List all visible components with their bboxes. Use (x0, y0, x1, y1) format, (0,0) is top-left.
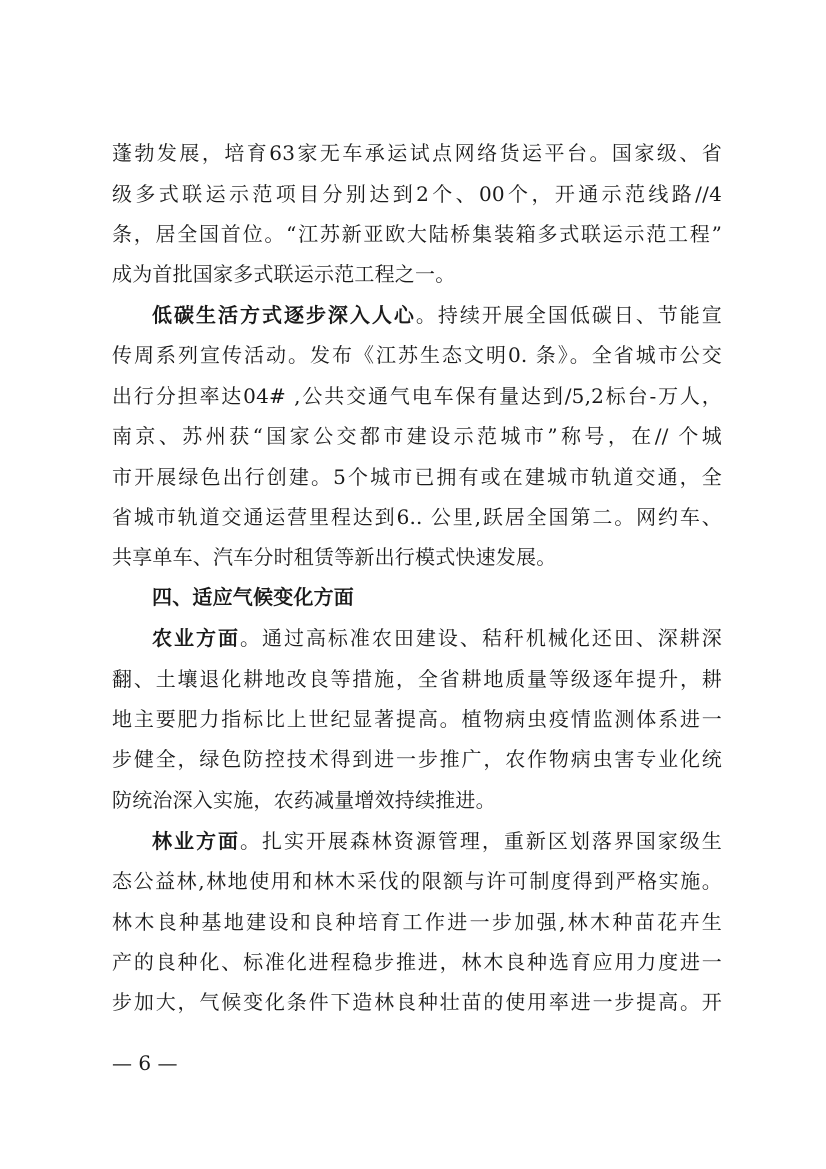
paragraph-text: 。持续开展全国低碳日、节能宣 (415, 303, 722, 327)
paragraph-line: 共享单车、汽车分时租赁等新出行模式快速发展。 (112, 545, 557, 569)
paragraph-line: 林木良种基地建设和良种培育工作进一步加强,林木种苗花卉生 (112, 910, 722, 934)
paragraph-line: 产的良种化、标准化进程稳步推进，林木良种选育应用力度进一 (112, 950, 722, 974)
paragraph-lead-heading: 农业方面 (152, 626, 240, 650)
paragraph-line: 省城市轨道交通运营里程达到6.. 公里,跃居全国第二。网约车、 (112, 505, 722, 529)
paragraph-text: 。通过高标准农田建设、秸秆机械化还田、深耕深 (239, 626, 722, 650)
paragraph-line: 级多式联运示范项目分别达到2个、00个，开通示范线路//4 (112, 182, 722, 206)
section-heading: 四、适应气候变化方面 (152, 585, 354, 609)
paragraph-line (152, 624, 722, 652)
paragraph-line: 翻、土壤退化耕地改良等措施，全省耕地质量等级逐年提升，耕 (112, 667, 722, 691)
page-number: — 6 — (112, 1051, 178, 1075)
paragraph-text: 。扎实开展森林资源管理，重新区划落界国家级生 (239, 829, 722, 853)
paragraph-line: 蓬勃发展，培育63家无车承运试点网络货运平台。国家级、省 (112, 141, 722, 165)
paragraph-line: 出行分担率达04# ,公共交通气电车保有量达到/5,2标台-万人， (112, 384, 722, 408)
paragraph-line (152, 827, 722, 855)
paragraph-lead-heading: 低碳生活方式逐步深入人心 (152, 303, 416, 327)
paragraph-line: 步健全，绿色防控技术得到进一步推广，农作物病虫害专业化统 (112, 747, 722, 771)
paragraph-line: 条，居全国首位。“江苏新亚欧大陆桥集装箱多式联运示范工程” (112, 222, 722, 246)
paragraph-line: 防统治深入实施，农药减量增效持续推进。 (112, 788, 496, 812)
paragraph-line: 成为首批国家多式联运示范工程之一。 (112, 262, 456, 286)
paragraph-line: 传周系列宣传活动。发布《江苏生态文明0. 条》。全省城市公交 (112, 343, 722, 367)
paragraph-lead-heading: 林业方面 (152, 829, 240, 853)
paragraph-line: 市开展绿色出行创建。5个城市已拥有或在建城市轨道交通，全 (112, 465, 722, 489)
paragraph-line: 地主要肥力指标比上世纪显著提高。植物病虫疫情监测体系进一 (112, 707, 722, 731)
paragraph-line: 南京、苏州获“国家公交都市建设示范城市”称号，在// 个城 (112, 424, 722, 448)
paragraph-line: 步加大，气候变化条件下造林良种壮苗的使用率进一步提高。开 (112, 990, 722, 1014)
paragraph-line (152, 301, 722, 329)
paragraph-line: 态公益林,林地使用和林木采伐的限额与许可制度得到严格实施。 (112, 869, 722, 893)
